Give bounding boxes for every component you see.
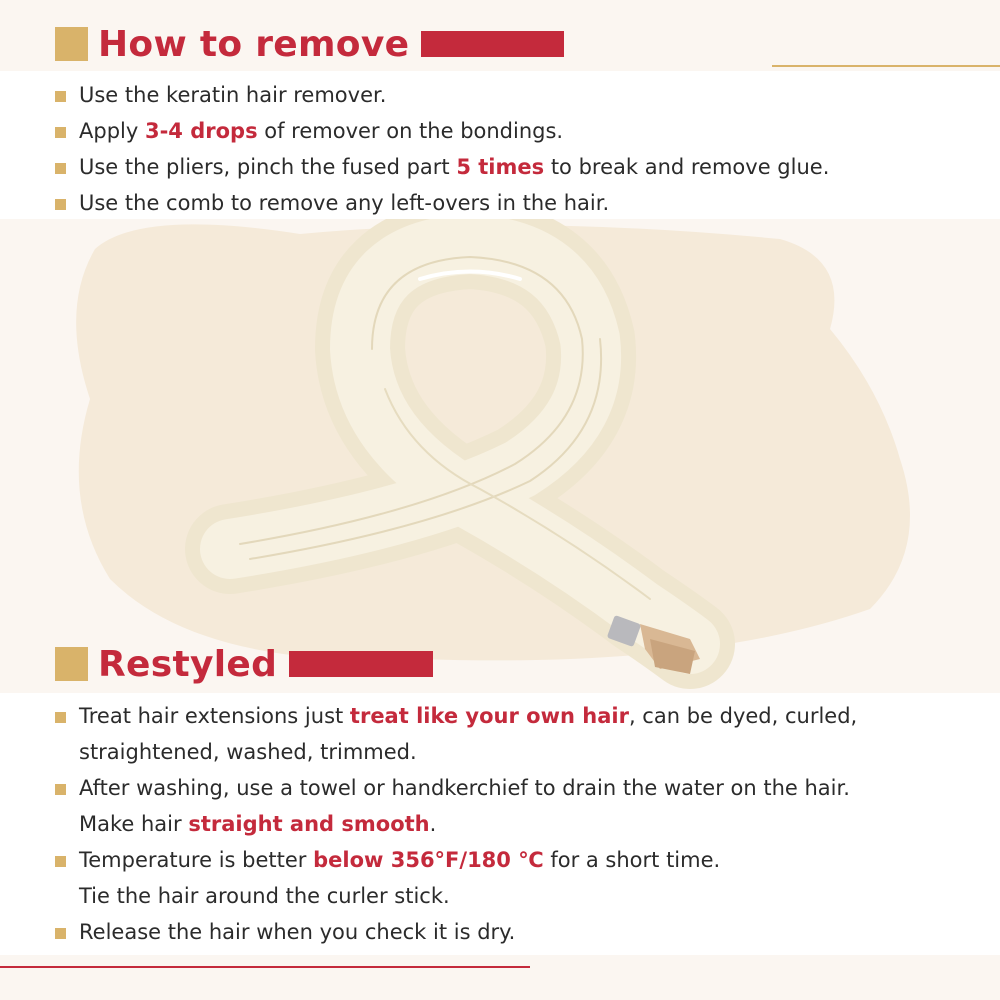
list-item: Treat hair extensions just treat like your own hair, can be dyed, curled, straightened, washed, trimmed. xyxy=(55,698,857,770)
how-to-remove-title: How to remove xyxy=(98,23,410,65)
highlight-text: 3-4 drops xyxy=(144,119,258,143)
list-item: Use the comb to remove any left-overs in the hair. xyxy=(55,185,829,221)
list-item: Apply 3-4 drops of remover on the bondings. xyxy=(55,113,829,149)
header-square-icon xyxy=(55,27,88,61)
list-item: Use the pliers, pinch the fused part 5 times to break and remove glue. xyxy=(55,149,829,185)
square-bullet-icon xyxy=(55,928,66,939)
highlight-text: 5 times xyxy=(456,155,545,179)
header-accent-bar xyxy=(289,651,433,677)
restyled-title: Restyled xyxy=(98,643,278,685)
highlight-text: treat like your own hair xyxy=(349,704,629,728)
bottom-divider-line xyxy=(0,966,530,968)
remove-steps-list xyxy=(55,77,829,221)
header-accent-bar xyxy=(421,31,564,57)
square-bullet-icon xyxy=(55,856,66,867)
square-bullet-icon xyxy=(55,712,66,723)
how-to-remove-header xyxy=(55,24,564,64)
square-bullet-icon xyxy=(55,199,66,210)
highlight-text: straight and smooth xyxy=(188,812,430,836)
list-item: Use the keratin hair remover. xyxy=(55,77,829,113)
restyled-steps-list xyxy=(55,698,857,950)
list-item: Temperature is better below 356°F/180 ℃ for a short time. Tie the hair around the curler stick. xyxy=(55,842,857,914)
highlight-text: below 356°F/180 ℃ xyxy=(313,848,544,872)
list-item: Release the hair when you check it is dry. xyxy=(55,914,857,950)
header-square-icon xyxy=(55,647,88,681)
square-bullet-icon xyxy=(55,127,66,138)
divider-line xyxy=(772,65,1000,67)
square-bullet-icon xyxy=(55,163,66,174)
restyled-header xyxy=(55,644,433,684)
square-bullet-icon xyxy=(55,91,66,102)
hair-extension-image xyxy=(0,219,1000,693)
list-item: After washing, use a towel or handkerchief to drain the water on the hair. Make hair straight and smooth. xyxy=(55,770,857,842)
square-bullet-icon xyxy=(55,784,66,795)
